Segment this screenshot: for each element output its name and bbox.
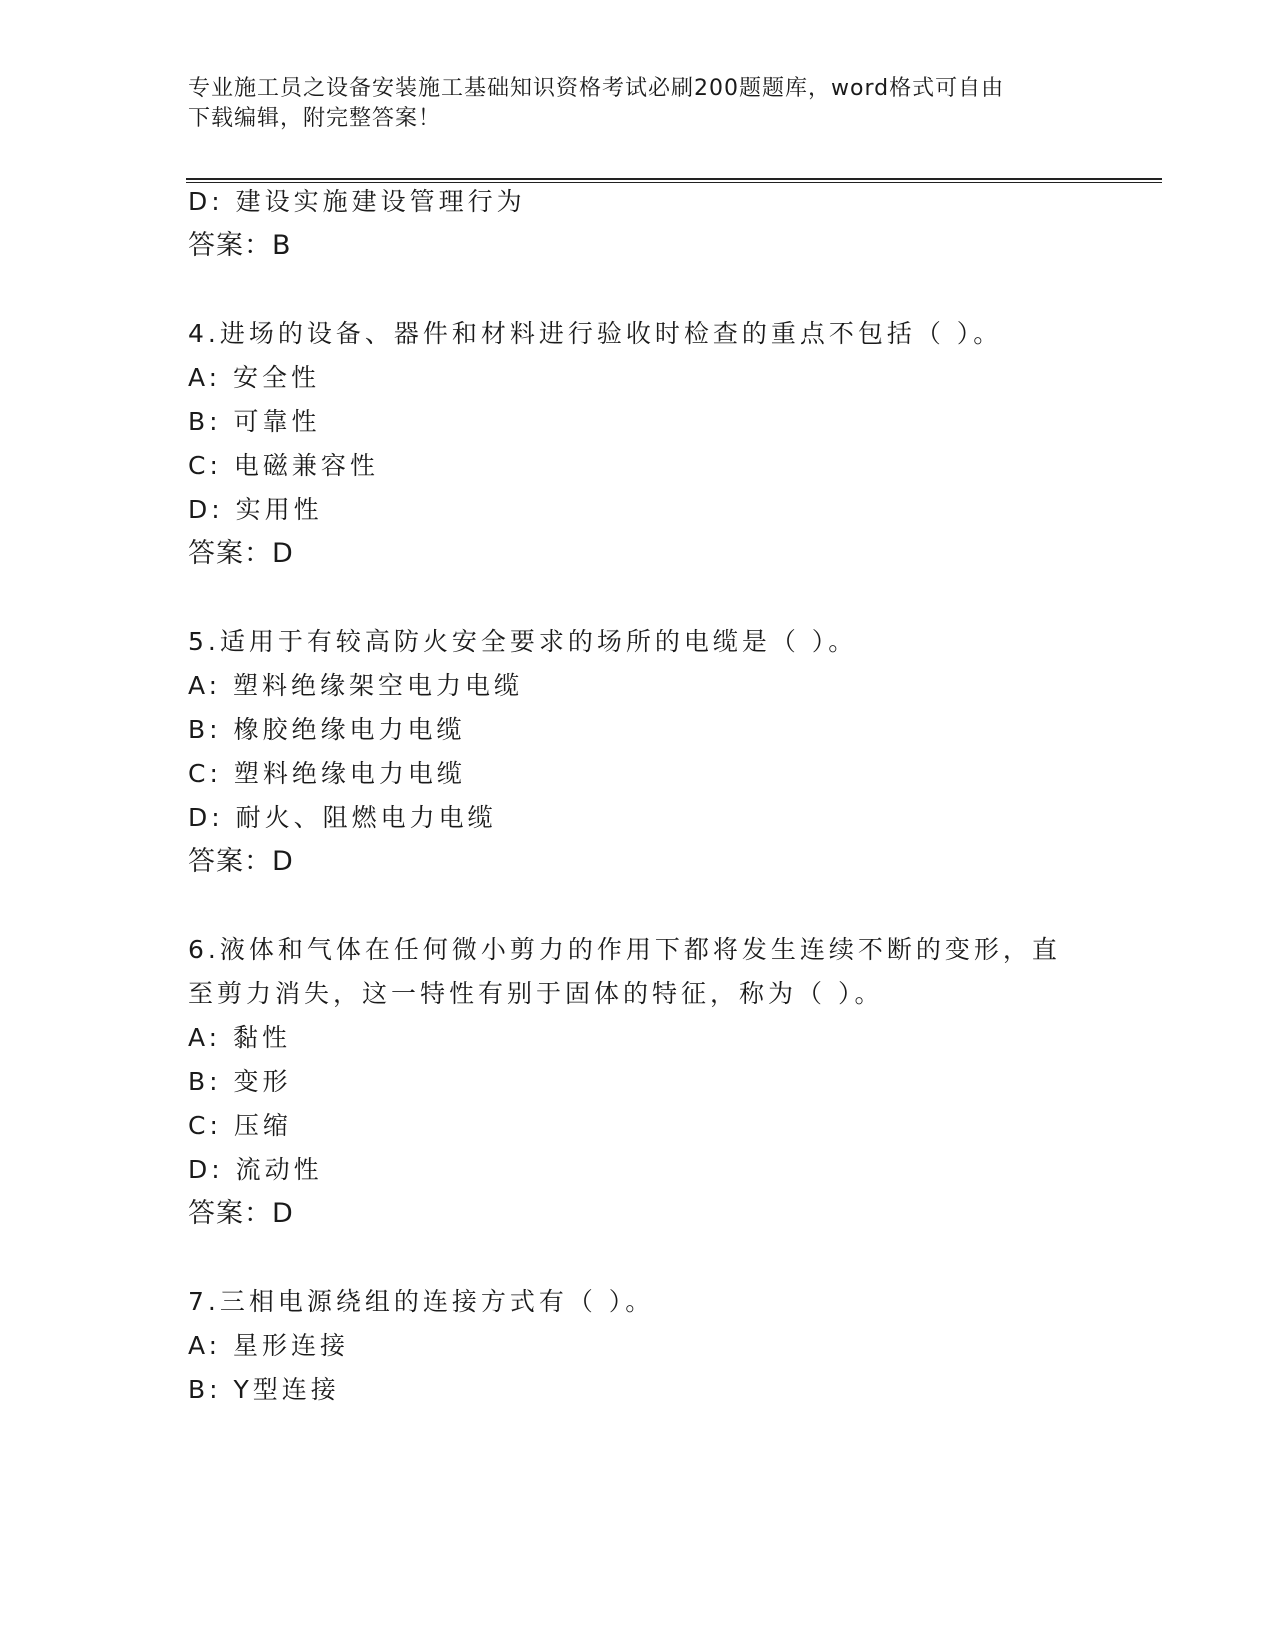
- q5-answer: 答案：D: [188, 846, 294, 877]
- q6-option-a: A: 黏性: [188, 1023, 292, 1052]
- q6-question-line-2: 至剪力消失，这一特性有别于固体的特征，称为（ ）。: [188, 979, 884, 1008]
- header-line-2: 下载编辑，附完整答案！: [188, 106, 442, 131]
- q6-answer: 答案：D: [188, 1198, 294, 1229]
- q3-option-d: D: 建设实施建设管理行为: [188, 187, 526, 216]
- q7-option-b: B: Y型连接: [188, 1375, 340, 1404]
- q4-option-a: A: 安全性: [188, 363, 321, 392]
- q5-option-a: A: 塑料绝缘架空电力电缆: [188, 671, 524, 700]
- q4-option-c: C: 电磁兼容性: [188, 451, 379, 480]
- header-line-1: 专业施工员之设备安装施工基础知识资格考试必刷200题题库，word格式可自由: [188, 76, 1005, 101]
- q6-option-d: D: 流动性: [188, 1155, 323, 1184]
- q5-option-d: D: 耐火、阻燃电力电缆: [188, 803, 497, 832]
- header-divider: [186, 178, 1162, 183]
- q7-option-a: A: 星形连接: [188, 1331, 350, 1360]
- q6-option-c: C: 压缩: [188, 1111, 292, 1140]
- document-header: [188, 74, 1068, 134]
- q6-question-line-1: 6.液体和气体在任何微小剪力的作用下都将发生连续不断的变形，直: [188, 935, 1061, 964]
- q6-option-b: B: 变形: [188, 1067, 292, 1096]
- q4-option-d: D: 实用性: [188, 495, 323, 524]
- q5-option-c: C: 塑料绝缘电力电缆: [188, 759, 466, 788]
- q4-question: 4.进场的设备、器件和材料进行验收时检查的重点不包括（ ）。: [188, 319, 1003, 348]
- q3-answer: 答案：B: [188, 230, 292, 261]
- q5-question: 5.适用于有较高防火安全要求的场所的电缆是（ ）。: [188, 627, 858, 656]
- q5-option-b: B: 橡胶绝缘电力电缆: [188, 715, 466, 744]
- q4-option-b: B: 可靠性: [188, 407, 321, 436]
- q7-question: 7.三相电源绕组的连接方式有（ ）。: [188, 1287, 655, 1316]
- q4-answer: 答案：D: [188, 538, 294, 569]
